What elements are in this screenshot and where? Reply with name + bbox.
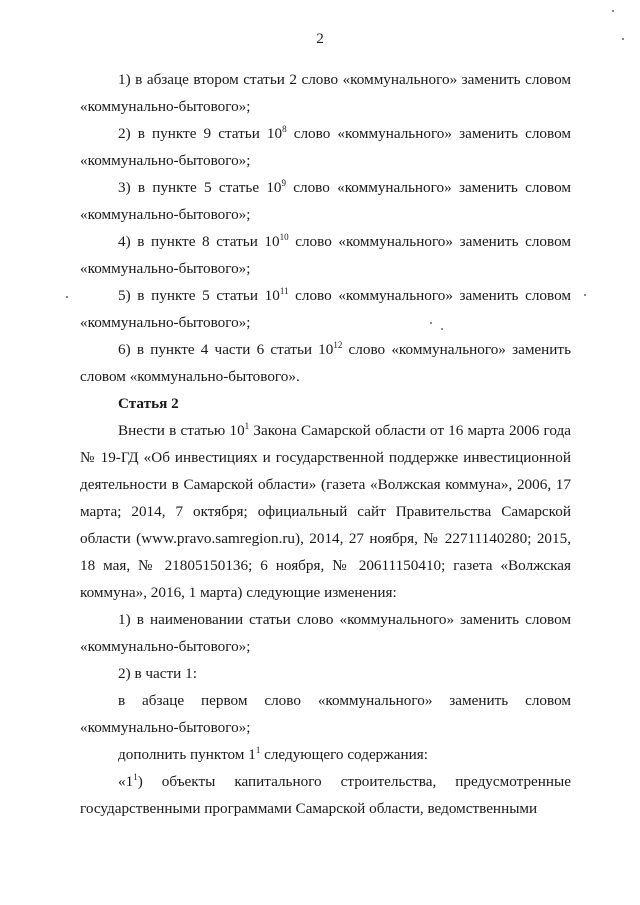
article1-item-3 xyxy=(80,174,571,228)
article1-item-6-sup: 12 xyxy=(333,340,343,350)
article1-item-6-post: слово «коммунального» заменить словом «коммунально-бытового». xyxy=(80,341,571,385)
article2-item-2a: в абзаце первом слово «коммунального» заменить словом «коммунально-бытового»; xyxy=(80,692,571,736)
article1-item-6 xyxy=(80,336,571,390)
scan-speck xyxy=(441,328,443,330)
scan-speck xyxy=(66,296,68,298)
article1-item-5-post: слово «коммунального» заменить словом «коммунально-бытового»; xyxy=(80,287,572,331)
article2-item-2b-post: следующего содержания: xyxy=(260,746,428,763)
article1-item-4-post: слово «коммунального» заменить словом «коммунально-бытового»; xyxy=(80,233,571,277)
article1-item-3-sup: 9 xyxy=(281,178,287,188)
article2-quote-sup: 1 xyxy=(133,772,138,782)
article2-intro xyxy=(80,417,571,606)
article2-quote xyxy=(80,768,571,822)
article1-item-5-sup: 11 xyxy=(279,286,289,296)
article1-item-5 xyxy=(80,282,571,336)
article2-quote-open: «1 xyxy=(118,773,134,790)
article2-item-1: 1) в наименовании статьи слово «коммунального» заменить словом «коммунально-бытового»; xyxy=(80,611,571,655)
article1-item-4-pre: 4) в пункте 8 статьи 10 xyxy=(118,233,280,250)
article1-item-2-sup: 8 xyxy=(282,124,287,134)
article1-item-1-text: 1) в абзаце втором статьи 2 слово «коммунального» заменить словом «коммунально-бытового»; xyxy=(80,71,571,115)
article2-intro-post: Закона Самарской области от 16 марта 2006 года № 19-ГД «Об инвестициях и государственной поддержке инвестиционной деятельности в Самарской области» (газета «Волжская коммуна», 2006, 17 марта; 2014, 7 октября; официальный сайт Правительства Самарской области (www.pravo.samregion.ru), 2014, 27 ноября, № 22711140280; 2015, 18 мая, № 21805150136; 6 ноября, № 20611150410; газета «Волжская коммуна», 2016, 1 марта) следующие изменения: xyxy=(80,422,572,601)
article2-item-2b-sup: 1 xyxy=(255,745,261,755)
article1-item-6-pre: 6) в пункте 4 части 6 статьи 10 xyxy=(118,341,334,358)
article1-item-2-pre: 2) в пункте 9 статьи 10 xyxy=(118,125,283,142)
article1-item-2-post: слово «коммунального» заменить словом «коммунально-бытового»; xyxy=(80,125,571,169)
article1-item-3-pre: 3) в пункте 5 статье 10 xyxy=(118,179,282,196)
article2-heading: Статья 2 xyxy=(118,395,179,412)
article1-item-1 xyxy=(80,66,571,120)
page-number: 2 xyxy=(316,30,324,47)
article2-intro-pre: Внести в статью 10 xyxy=(118,422,245,439)
article2-item-2b-pre: дополнить пунктом 1 xyxy=(118,746,256,763)
article1-item-2 xyxy=(80,120,571,174)
scan-speck xyxy=(584,294,586,296)
scan-speck xyxy=(430,322,432,324)
scan-speck xyxy=(622,38,624,40)
article2-intro-sup: 1 xyxy=(244,421,250,431)
article1-item-3-post: слово «коммунального» заменить словом «коммунально-бытового»; xyxy=(80,179,572,223)
scan-speck xyxy=(612,10,614,12)
article1-item-5-pre: 5) в пункте 5 статьи 10 xyxy=(118,287,280,304)
document-body xyxy=(80,66,571,822)
article1-item-4-sup: 10 xyxy=(279,232,289,242)
article2-item-2b xyxy=(80,741,571,768)
article1-item-4 xyxy=(80,228,571,282)
article2-item-2: 2) в части 1: xyxy=(118,665,197,682)
article2-quote-text: ) объекты капитального строительства, предусмотренные государственными программами Самарской области, ведомственными xyxy=(80,773,571,817)
